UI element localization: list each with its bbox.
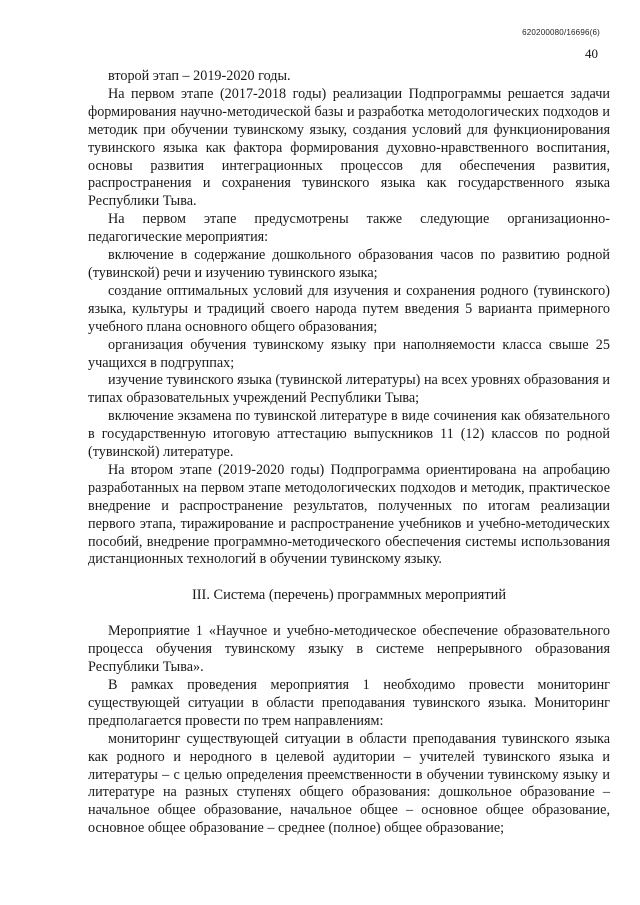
page-number: 40 (585, 46, 598, 61)
paragraph: второй этап – 2019-2020 годы. (108, 68, 291, 84)
document-id: 620200080/16696(6) (522, 28, 600, 37)
paragraph: На первом этапе предусмотрены также следующие организационно-педагогические мероприятия: (88, 211, 610, 246)
list-item: создание оптимальных условий для изучения и сохранения родного (тувинского) языка, культуры и традиций своего народа путем введения 5 варианта примерного учебного плана основного общего образования; (88, 282, 610, 335)
list-item: организация обучения тувинскому языку при наполняемости класса свыше 25 учащихся в подгруппах; (88, 336, 610, 371)
paragraph: Мероприятие 1 «Научное и учебно-методическое обеспечение образовательного процесса обучения тувинскому языку в системе непрерывного образования Республики Тыва». (88, 623, 610, 676)
paragraph: В рамках проведения мероприятия 1 необходимо провести мониторинг существующей ситуации в области преподавания тувинского языка. Мониторинг предполагается провести по трем направлениям: (88, 677, 610, 729)
paragraph: На втором этапе (2019-2020 годы) Подпрограмма ориентирована на апробацию разработанных на первом этапе методологических подходов и методик, практическое внедрение и распространение результатов, полученных по итогам реализации первого этапа, тиражирование и распространение учебников и учебно-методических пособий, внедрение программно-методического обеспечения системы использования дистанционных технологий в обучении тувинскому языку. (88, 461, 610, 568)
paragraph: На первом этапе (2017-2018 годы) реализации Подпрограммы решается задачи формирования научно-методической базы и разработка методологических подходов и методик при обучении тувинскому языку, создания условий для функционирования тувинского языка как фактора формирования духовно-нравственного воспитания, основы развития интеграционных процессов для обеспечения развития, распространения и сохранения тувинского языка как государственного языка Республики Тыва. (88, 85, 610, 210)
list-item: включение в содержание дошкольного образования часов по развитию родной (тувинской) речи и изучению тувинского языка; (88, 247, 610, 281)
list-item: изучение тувинского языка (тувинской литературы) на всех уровнях образования и типах образовательных учреждений Республики Тыва; (88, 372, 610, 407)
list-item: мониторинг существующей ситуации в области преподавания тувинского языка как родного и неродного в целевой аудитории – учителей тувинского языка и литературы – с целью определения преемственности в обучении тувинскому языку и литературе на разных ступенях общего образования: дошкольное образование – начальное общее образование, начальное общее – основное общее образование, основное общее образование – среднее (полное) общее образование; (88, 730, 610, 837)
document-body (88, 68, 610, 838)
list-item: включение экзамена по тувинской литературе в виде сочинения как обязательного в государственную итоговую аттестацию выпускников 11 (12) классов по родной (тувинской) литературе. (88, 408, 610, 461)
section-heading: III. Система (перечень) программных мероприятий (191, 587, 507, 604)
